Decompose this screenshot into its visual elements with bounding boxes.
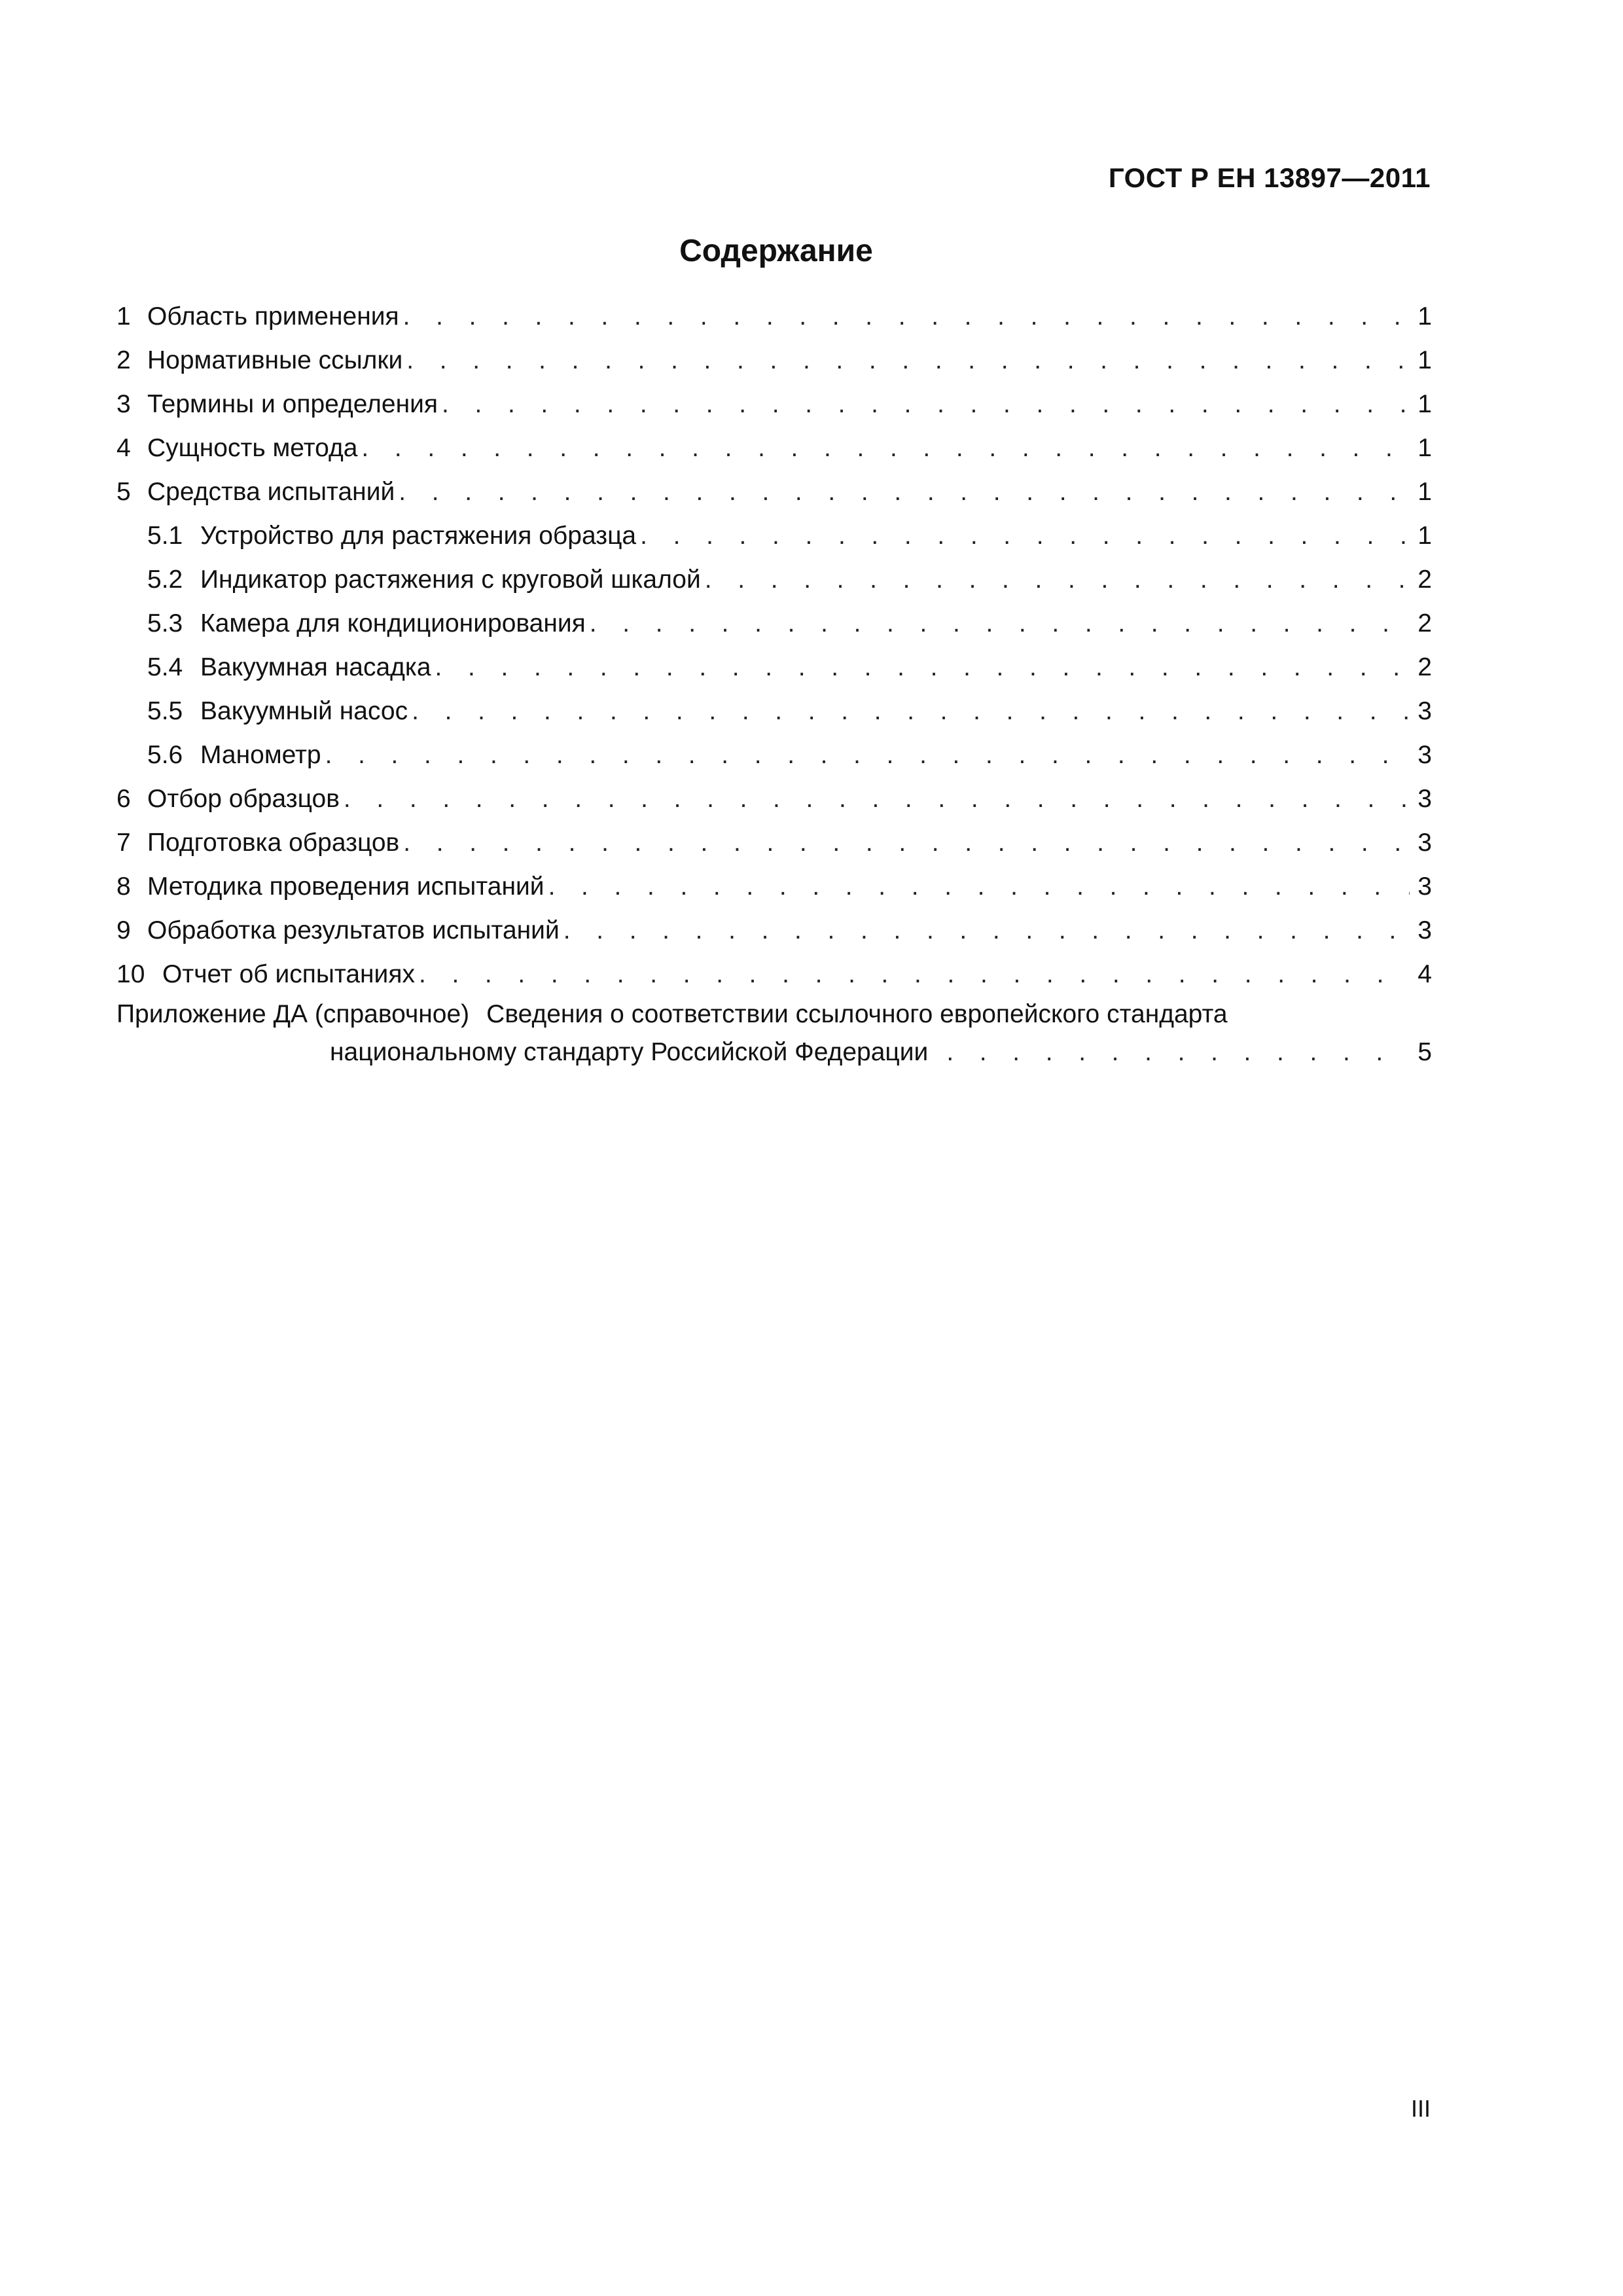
toc-entry-6[interactable] [116,782,1432,826]
toc-entry-page: 1 [1418,390,1432,418]
toc-annex-heading[interactable] [116,997,1432,1035]
toc-entry-number: 1 [116,302,131,331]
dot-leader [435,651,1410,685]
toc-annex-prefix: Приложение ДА (справочное) [116,1000,470,1028]
toc-entry-number: 5.5 [147,697,183,725]
toc-entry-label: Средства испытаний [147,478,395,506]
toc-entry-7[interactable] [116,826,1432,870]
dot-leader [361,431,1410,465]
dot-leader [399,475,1410,509]
standard-code: ГОСТ Р ЕН 13897—2011 [1108,162,1431,193]
dot-leader [325,738,1410,772]
toc-entry-number: 9 [116,916,131,944]
toc-entry-page: 3 [1418,785,1432,813]
toc-entry-number: 6 [116,785,131,813]
toc-entry-number: 4 [116,434,131,462]
toc-entry-label: Отбор образцов [147,785,340,813]
toc-entry-label: Методика проведения испытаний [147,872,544,901]
toc-entry-label: Термины и определения [147,390,438,418]
toc-entry-5-1[interactable] [116,519,1432,563]
dot-leader [403,300,1410,334]
toc-entry-2[interactable] [116,344,1432,387]
toc-entry-label: Область применения [147,302,399,331]
toc-entry-9[interactable] [116,914,1432,958]
toc-entry-page: 3 [1418,741,1432,769]
toc-entry-number: 2 [116,346,131,374]
toc-entry-4[interactable] [116,431,1432,475]
toc-entry-label: Камера для кондиционирования [200,609,586,637]
toc-entry-page: 1 [1418,434,1432,462]
toc-entry-label: Вакуумный насос [200,697,408,725]
toc-annex-entry[interactable] [116,1035,1432,1079]
toc-entry-label: Подготовка образцов [147,829,400,857]
toc-entry-5-5[interactable] [116,694,1432,738]
toc-annex-title-line1: Сведения о соответствии ссылочного европейского стандарта [486,1000,1228,1028]
toc-annex-title-line2: национальному стандарту Российской Федерации [330,1038,929,1066]
toc-entry-3[interactable] [116,387,1432,431]
toc-entry-label: Обработка результатов испытаний [147,916,560,944]
table-of-contents [116,300,1432,1079]
dot-leader [548,870,1410,904]
toc-entry-page: 1 [1418,346,1432,374]
toc-entry-number: 5.1 [147,522,183,550]
toc-entry-10[interactable] [116,958,1432,997]
dot-leader [344,782,1410,816]
toc-entry-5-4[interactable] [116,651,1432,694]
toc-entry-5[interactable] [116,475,1432,519]
toc-entry-page: 3 [1418,872,1432,901]
dot-leader [419,958,1410,992]
toc-entry-number: 5.4 [147,653,183,681]
toc-entry-page: 1 [1418,302,1432,331]
toc-entry-label: Манометр [200,741,321,769]
toc-entry-label: Отчет об испытаниях [162,960,415,988]
toc-entry-label: Вакуумная насадка [200,653,431,681]
toc-entry-page: 2 [1418,565,1432,594]
toc-entry-page: 3 [1418,916,1432,944]
page-number: III [1410,2095,1431,2122]
toc-entry-page: 2 [1418,609,1432,637]
dot-leader [403,826,1410,860]
toc-entry-number: 5.3 [147,609,183,637]
toc-entry-number: 7 [116,829,131,857]
toc-entry-1[interactable] [116,300,1432,344]
toc-entry-page: 2 [1418,653,1432,681]
toc-entry-8[interactable] [116,870,1432,914]
toc-entry-number: 10 [116,960,145,988]
dot-leader [412,694,1410,728]
toc-entry-number: 8 [116,872,131,901]
toc-entry-page: 1 [1418,522,1432,550]
dot-leader [946,1035,1410,1069]
toc-entry-page: 1 [1418,478,1432,506]
toc-entry-label: Сущность метода [147,434,358,462]
toc-entry-number: 5.6 [147,741,183,769]
dot-leader [563,914,1410,948]
toc-entry-5-3[interactable] [116,607,1432,651]
toc-title: Содержание [679,234,873,268]
toc-entry-5-6[interactable] [116,738,1432,782]
toc-entry-label: Нормативные ссылки [147,346,403,374]
dot-leader [442,387,1410,422]
dot-leader [640,519,1410,553]
dot-leader [590,607,1410,641]
toc-entry-page: 4 [1418,960,1432,988]
toc-entry-number: 5.2 [147,565,183,594]
toc-entry-number: 3 [116,390,131,418]
dot-leader [406,344,1410,378]
toc-entry-number: 5 [116,478,131,506]
toc-entry-label: Индикатор растяжения с круговой шкалой [200,565,701,594]
toc-entry-5-2[interactable] [116,563,1432,607]
toc-entry-page: 3 [1418,829,1432,857]
toc-entry-page: 3 [1418,697,1432,725]
toc-entry-label: Устройство для растяжения образца [200,522,637,550]
dot-leader [705,563,1410,597]
toc-entry-page: 5 [1418,1038,1432,1066]
